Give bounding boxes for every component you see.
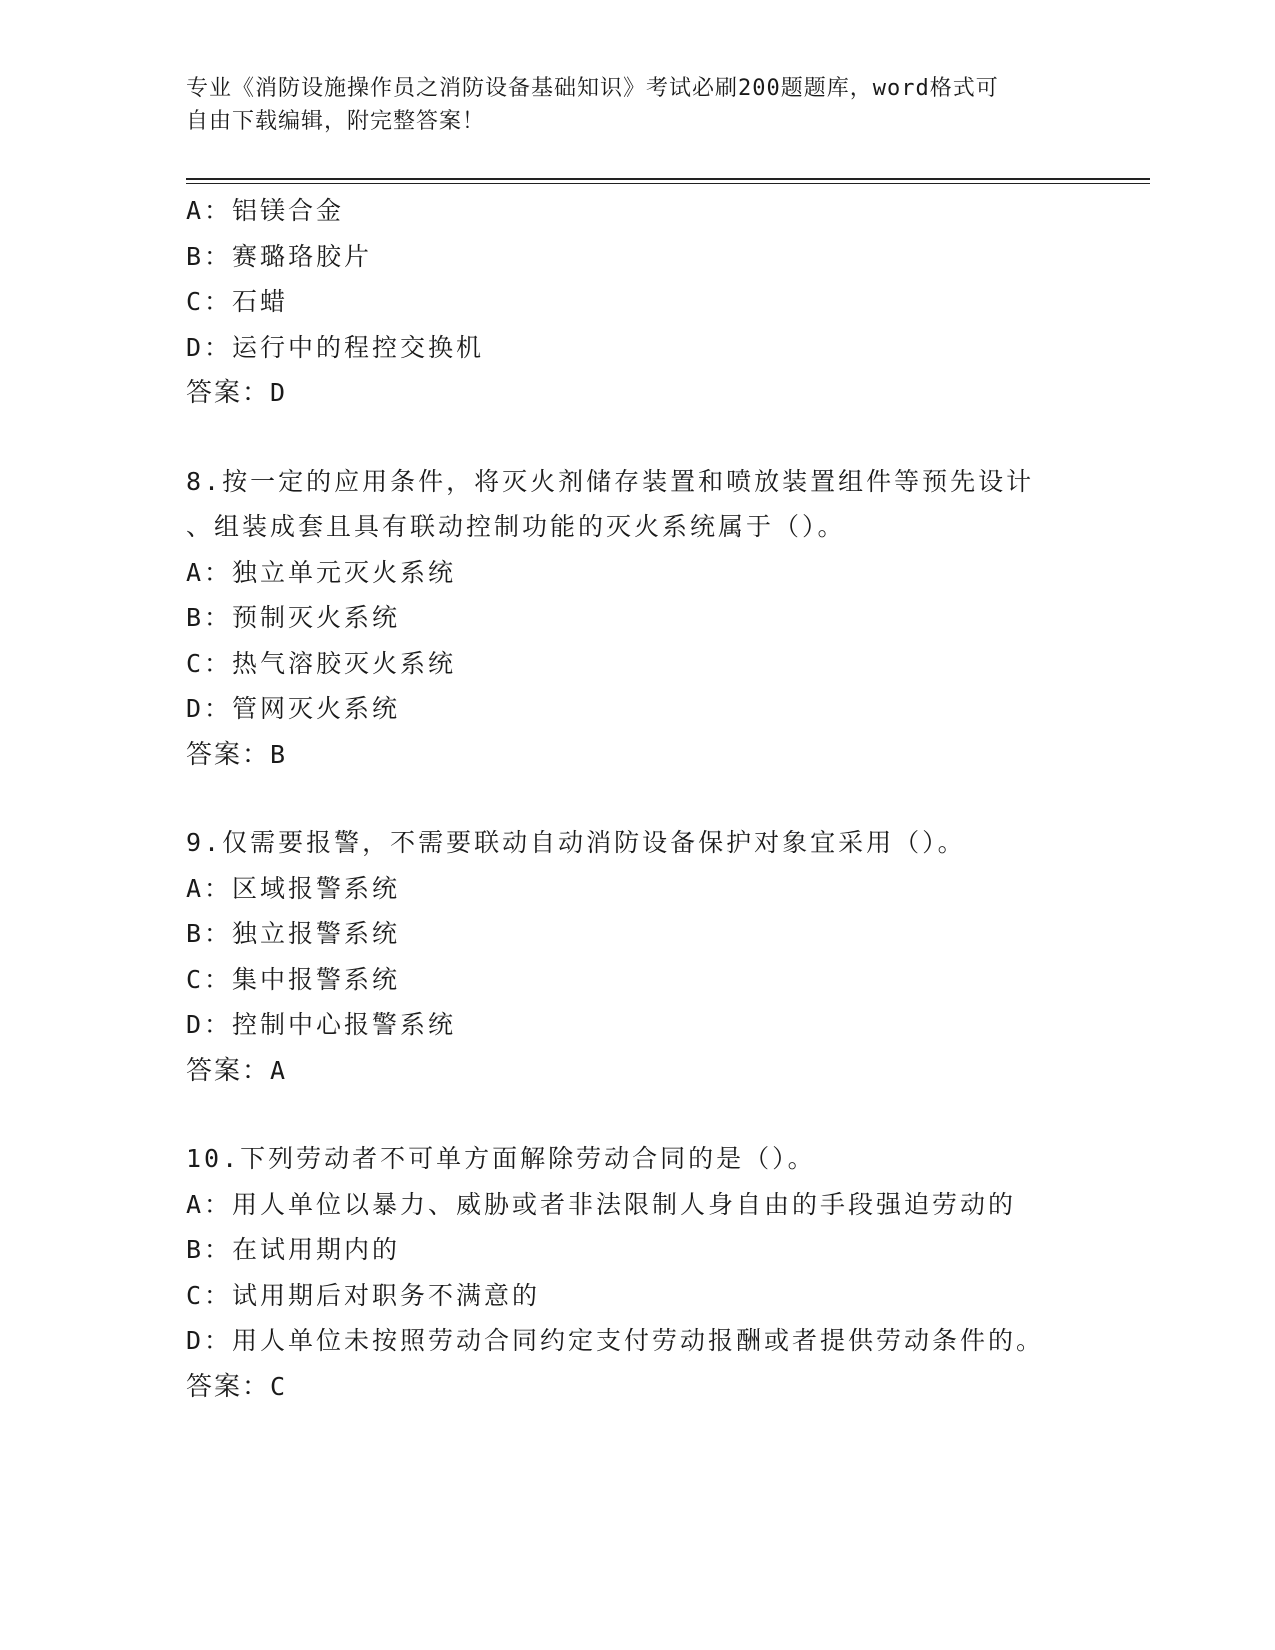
question-stem-continued: 、组装成套且具有联动控制功能的灭火系统属于（）。 bbox=[186, 512, 846, 541]
answer-value: B bbox=[270, 739, 288, 769]
question-9 bbox=[186, 820, 1150, 1093]
option-b: B：赛璐珞胶片 bbox=[186, 241, 373, 271]
answer-value: C bbox=[270, 1371, 288, 1401]
option-a: A：铝镁合金 bbox=[186, 196, 345, 225]
question-7 bbox=[186, 188, 1150, 416]
answer-value: D bbox=[270, 378, 288, 407]
answer-label: 答案： bbox=[186, 1371, 271, 1402]
answer-line bbox=[186, 732, 1150, 778]
spacer bbox=[186, 777, 1150, 820]
option-c: C：试用期后对职务不满意的 bbox=[186, 1280, 541, 1310]
option-d: D：管网灭火系统 bbox=[186, 694, 401, 723]
option-a: A：用人单位以暴力、威胁或者非法限制人身自由的手段强迫劳动的 bbox=[186, 1189, 1017, 1219]
answer-line bbox=[186, 1364, 1150, 1410]
header-divider bbox=[186, 178, 1150, 184]
spacer bbox=[186, 416, 1150, 459]
answer-label: 答案： bbox=[186, 1055, 271, 1086]
answer-line bbox=[186, 370, 1150, 416]
spacer bbox=[186, 1093, 1150, 1136]
page-header bbox=[186, 72, 1066, 138]
question-stem: 9.仅需要报警，不需要联动自动消防设备保护对象宜采用（）。 bbox=[186, 828, 966, 857]
answer-value: A bbox=[270, 1055, 288, 1085]
answer-label: 答案： bbox=[186, 739, 271, 770]
option-c: C：石蜡 bbox=[186, 287, 289, 316]
option-a: A：区域报警系统 bbox=[186, 873, 401, 903]
option-d: D：用人单位未按照劳动合同约定支付劳动报酬或者提供劳动条件的。 bbox=[186, 1326, 1045, 1355]
header-line-2: 自由下载编辑，附完整答案！ bbox=[186, 109, 486, 134]
question-list bbox=[186, 188, 1150, 1409]
option-b: B：预制灭火系统 bbox=[186, 603, 401, 632]
question-stem: 8.按一定的应用条件，将灭火剂储存装置和喷放装置组件等预先设计 bbox=[186, 466, 1035, 496]
question-10 bbox=[186, 1136, 1150, 1409]
option-c: C：热气溶胶灭火系统 bbox=[186, 648, 457, 678]
option-a: A：独立单元灭火系统 bbox=[186, 557, 457, 587]
answer-label: 答案： bbox=[186, 378, 271, 408]
option-c: C：集中报警系统 bbox=[186, 964, 401, 994]
option-d: D：运行中的程控交换机 bbox=[186, 332, 485, 362]
option-d: D：控制中心报警系统 bbox=[186, 1010, 457, 1039]
question-8 bbox=[186, 459, 1150, 778]
question-stem: 10.下列劳动者不可单方面解除劳动合同的是（）。 bbox=[186, 1144, 816, 1173]
answer-line bbox=[186, 1048, 1150, 1094]
option-b: B：在试用期内的 bbox=[186, 1235, 401, 1264]
header-line-1: 专业《消防设施操作员之消防设备基础知识》考试必刷200题题库，word格式可 bbox=[186, 76, 999, 101]
option-b: B：独立报警系统 bbox=[186, 919, 401, 948]
